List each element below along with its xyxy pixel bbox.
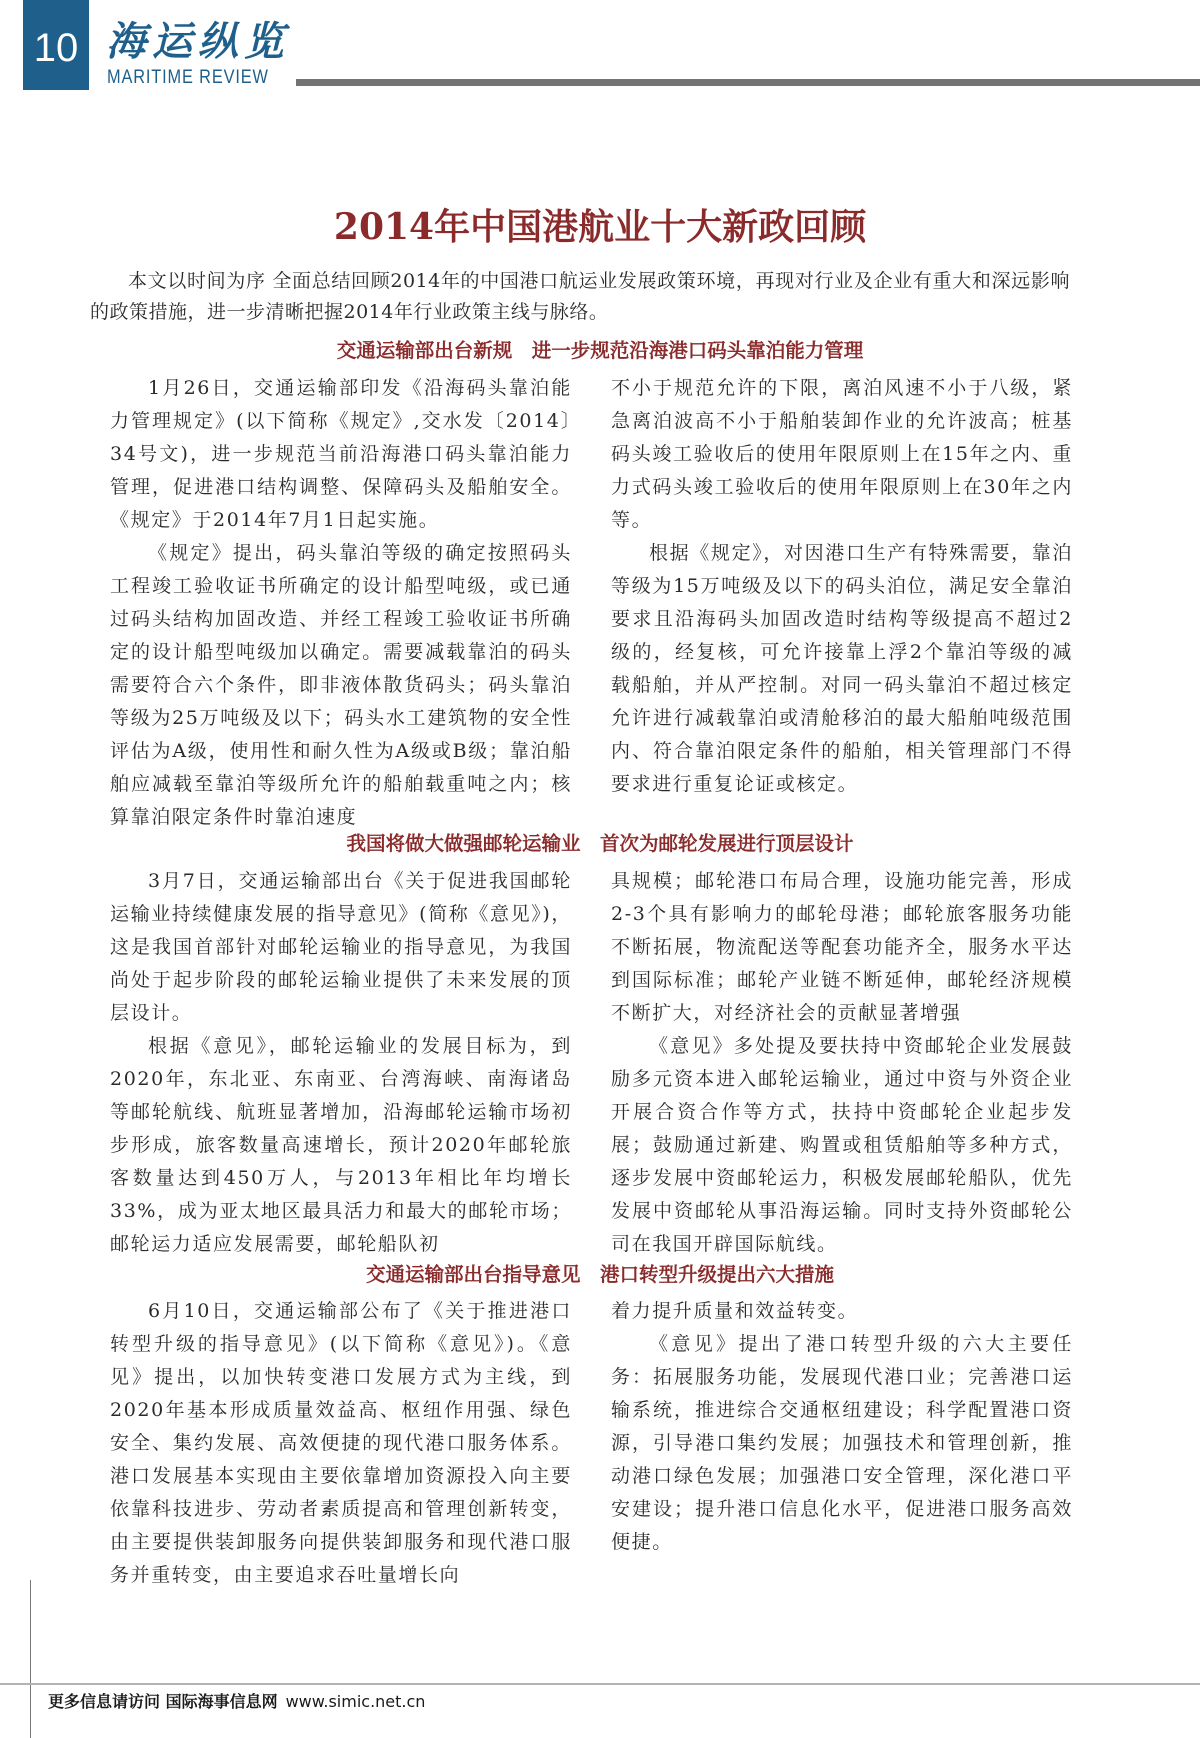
paragraph: 6月10日，交通运输部公布了《关于推进港口转型升级的指导意见》(以下简称《意见》)。《意见》提出，以加快转变港口发展方式为主线，到2020年基本形成质量效益高、枢纽作用强、绿色安全、集约发展、高效便捷的现代港口服务体系。港口发展基本实现由主要依靠增加资源投入向主要依靠科技进步、劳动者素质提高和管理创新转变，由主要提供装卸服务向提供装卸服务和现代港口服务并重转变，由主要追求吞吐量增长向 bbox=[110, 1300, 572, 1586]
paragraph: 根据《规定》，对因港口生产有特殊需要，靠泊等级为15万吨级及以下的码头泊位，满足安全靠泊要求且沿海码头加固改造时结构等级提高不超过2级的，经复核，可允许接靠上浮2个靠泊等级的减载船舶，并从严控制。对同一码头靠泊不超过核定允许进行减载靠泊或清舱移泊的最大船舶吨级范围内、符合靠泊限定条件的船舶，相关管理部门不得要求进行重复论证或核定。 bbox=[611, 542, 1073, 795]
paragraph: 不小于规范允许的下限，离泊风速不小于八级，紧急离泊波高不小于船舶装卸作业的允许波高；桩基码头竣工验收后的使用年限原则上在15年之内、重力式码头竣工验收后的使用年限原则上在30年之内等。 bbox=[611, 377, 1073, 531]
paragraph: 具规模；邮轮港口布局合理，设施功能完善，形成2-3个具有影响力的邮轮母港；邮轮旅客服务功能不断拓展，物流配送等配套功能齐全，服务水平达到国际标准；邮轮产业链不断延伸，邮轮经济规模不断扩大，对经济社会的贡献显著增强 bbox=[611, 870, 1073, 1024]
header-rule bbox=[296, 79, 1200, 86]
paragraph: 3月7日，交通运输部出台《关于促进我国邮轮运输业持续健康发展的指导意见》(简称《意见》)，这是我国首部针对邮轮运输业的指导意见，为我国尚处于起步阶段的邮轮运输业提供了未来发展的顶层设计。 bbox=[110, 870, 572, 1024]
section-heading: 我国将做大做强邮轮运输业 首次为邮轮发展进行顶层设计 bbox=[346, 832, 854, 855]
footer-label: 更多信息请访问 国际海事信息网 bbox=[48, 1692, 278, 1711]
paragraph: 《意见》多处提及要扶持中资邮轮企业发展鼓励多元资本进入邮轮运输业，通过中资与外资企业开展合资合作等方式，扶持中资邮轮企业起步发展；鼓励通过新建、购置或租赁船舶等多种方式，逐步发展中资邮轮运力，积极发展邮轮船队，优先发展中资邮轮从事沿海运输。同时支持外资邮轮公司在我国开辟国际航线。 bbox=[611, 1035, 1073, 1255]
magazine-logo-cn: 海运纵览 bbox=[106, 18, 290, 65]
section-3-right-column bbox=[611, 1295, 1073, 1559]
paragraph: 《意见》提出了港口转型升级的六大主要任务：拓展服务功能，发展现代港口业；完善港口运输系统，推进综合交通枢纽建设；科学配置港口资源，引导港口集约发展；加强技术和管理创新，推动港口绿色发展；加强港口安全管理，深化港口平安建设；提升港口信息化水平，促进港口服务高效便捷。 bbox=[611, 1333, 1073, 1553]
section-2-left-column bbox=[110, 865, 572, 1261]
section-3-left-column bbox=[110, 1295, 572, 1592]
section-heading: 交通运输部出台新规 进一步规范沿海港口码头靠泊能力管理 bbox=[336, 339, 864, 362]
section-1-left-column bbox=[110, 372, 572, 834]
paragraph: 根据《意见》，邮轮运输业的发展目标为，到2020年，东北亚、东南亚、台湾海峡、南海诸岛等邮轮航线、航班显著增加，沿海邮轮运输市场初步形成，旅客数量高速增长，预计2020年邮轮旅客数量达到450万人，与2013年相比年均增长33%，成为亚太地区最具活力和最大的邮轮市场；邮轮运力适应发展需要，邮轮船队初 bbox=[110, 1035, 572, 1255]
section-1-right-column bbox=[611, 372, 1073, 801]
section-heading: 交通运输部出台指导意见 港口转型升级提出六大措施 bbox=[365, 1263, 834, 1286]
paragraph: 《规定》提出，码头靠泊等级的确定按照码头工程竣工验收证书所确定的设计船型吨级，或已通过码头结构加固改造、并经工程竣工验收证书所确定的设计船型吨级加以确定。需要减载靠泊的码头需要符合六个条件，即非液体散货码头；码头靠泊等级为25万吨级及以下；码头水工建筑物的安全性评估为A级，使用性和耐久性为A级或B级；靠泊船舶应减载至靠泊等级所允许的船舶载重吨之内；核算靠泊限定条件时靠泊速度 bbox=[110, 542, 572, 828]
footer bbox=[48, 1690, 425, 1714]
magazine-logo-en: MARITIME REVIEW bbox=[107, 67, 269, 88]
paragraph: 着力提升质量和效益转变。 bbox=[611, 1300, 859, 1322]
page-number: 10 bbox=[23, 0, 89, 90]
article-title: 2014年中国港航业十大新政回顾 bbox=[333, 206, 867, 249]
section-2-right-column bbox=[611, 865, 1073, 1261]
footer-rule bbox=[0, 1683, 1200, 1685]
paragraph: 1月26日，交通运输部印发《沿海码头靠泊能力管理规定》(以下简称《规定》,交水发〔2014〕34号文)，进一步规范当前沿海港口码头靠泊能力管理，促进港口结构调整、保障码头及船舶安全。《规定》于2014年7月1日起实施。 bbox=[110, 377, 572, 531]
margin-rule bbox=[30, 1580, 31, 1738]
footer-url-link[interactable]: www.simic.net.cn bbox=[285, 1692, 426, 1711]
article-intro: 本文以时间为序 全面总结回顾2014年的中国港口航运业发展政策环境，再现对行业及企业有重大和深远影响的政策措施，进一步清晰把握2014年行业政策主线与脉络。 bbox=[90, 270, 1070, 323]
